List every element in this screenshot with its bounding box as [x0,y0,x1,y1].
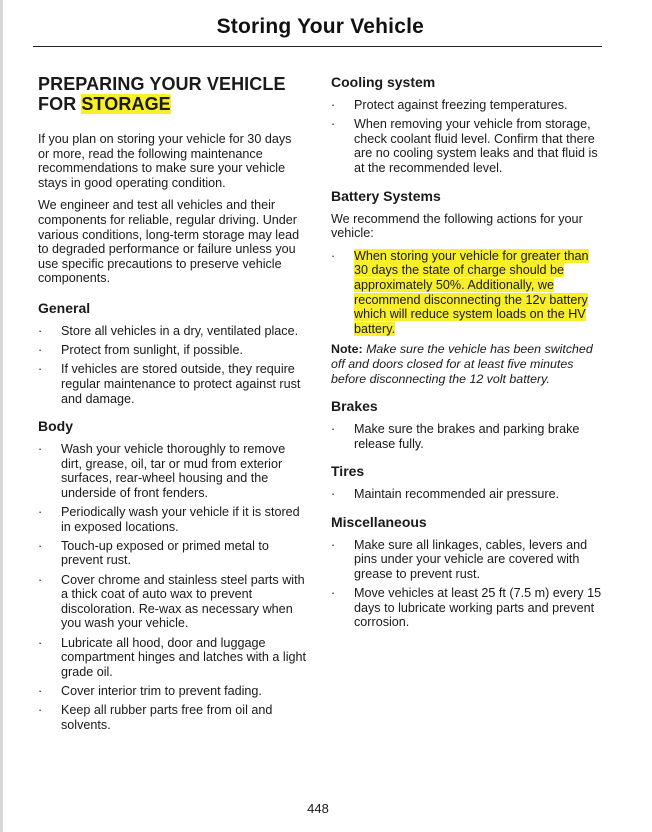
bullet: · [38,343,43,358]
list-item: · Keep all rubber parts free from oil and solvents. [38,703,273,732]
bullet: · [331,422,336,437]
page-number: 448 [307,801,329,816]
list-item: · Protect from sunlight, if possible. [38,343,243,358]
list-item: · If vehicles are stored outside, they require regular maintenance to protect against rust and damage. [38,362,301,406]
list-item: · Cover chrome and stainless steel parts with a thick coat of auto wax to prevent discoloration. Re-wax as necessary when you wash your vehicle. [38,572,305,631]
highlighted-text: When storing your vehicle for greater than 30 days the state of charge should be approximately 50%. Additionally, we recommend disconnecting the 12v battery which will reduce system loads on the HV battery. [354,248,589,336]
list-item: · Make sure the brakes and parking brake release fully. [331,422,580,451]
list-item-highlighted [331,249,605,337]
list-item: · When removing your vehicle from storage, check coolant fluid level. Confirm that there are no cooling system leaks and that fluid is at the recommended level. [331,117,598,175]
section-title-for: FOR [38,94,82,114]
body-list [38,442,306,732]
bullet: · [38,505,43,520]
section-title [38,74,306,114]
bullet: · [38,323,43,338]
list-item: · Protect against freezing temperatures. [331,98,568,112]
bullet: · [38,635,43,650]
intro-paragraph: If you plan on storing your vehicle for 30 days or more, read the following maintenance recommendations to make sure your vehicle stays in good operating condition. [38,132,292,190]
general-heading: General [38,299,91,316]
bullet: · [38,703,43,718]
list-item: · Wash your vehicle thoroughly to remove dirt, grease, oil, tar or mud from exterior surfaces, rear-wheel housing and the underside of front fenders. [38,442,286,500]
list-item: · Cover interior trim to prevent fading. [38,683,262,698]
brakes-list [331,422,605,451]
general-list [38,324,306,406]
battery-intro: We recommend the following actions for your vehicle: [331,211,583,241]
bullet: · [331,248,336,263]
bullet: · [38,572,43,587]
cooling-heading: Cooling system [331,74,436,90]
list-item: · Maintain recommended air pressure. [331,487,560,502]
bullet: · [331,117,336,132]
bullet: · [38,442,43,457]
left-column [38,74,306,744]
bullet: · [38,683,43,698]
tires-list [331,487,605,502]
battery-heading: Battery Systems [331,187,441,204]
list-item: · Store all vehicles in a dry, ventilated place. [38,323,299,338]
list-item: · Touch-up exposed or primed metal to prevent rust. [38,538,269,568]
cooling-list [331,98,605,176]
misc-list [331,538,605,630]
page-header-title: Storing Your Vehicle [216,15,424,38]
tires-heading: Tires [331,463,365,480]
list-item: · Lubricate all hood, door and luggage compartment hinges and latches with a light grade oil. [38,635,307,679]
list-item: · Make sure all linkages, cables, levers and pins under your vehicle are covered with grease to prevent rust. [331,537,588,582]
intro-paragraph: We engineer and test all vehicles and their components for reliable, regular driving. Under various conditions, long-term storage may lead to degraded performance or failure unless you use specific precautions to preserve vehicle components. [38,198,300,286]
bullet: · [331,537,336,552]
bullet: · [331,586,336,601]
page-edge-shadow [0,0,3,832]
bullet: · [38,362,43,377]
bullet: · [38,538,43,553]
bullet: · [331,487,336,502]
misc-heading: Miscellaneous [331,513,427,530]
list-item: · Periodically wash your vehicle if it is stored in exposed locations. [38,505,300,534]
bullet: · [331,98,336,112]
battery-list [331,249,605,337]
body-heading: Body [38,418,73,435]
right-column [331,74,605,642]
section-title-line1: PREPARING YOUR VEHICLE [38,74,286,94]
note-label: Note: [331,342,363,357]
brakes-heading: Brakes [331,398,378,415]
header-divider [33,46,602,47]
note-text: Make sure the vehicle has been switched off and doors closed for at least five minutes before disconnecting the 12 volt battery. [331,342,593,386]
section-title-highlight: STORAGE [81,94,171,114]
note [331,342,605,386]
list-item: · Move vehicles at least 25 ft (7.5 m) every 15 days to lubricate working parts and prevent corrosion. [331,586,602,630]
